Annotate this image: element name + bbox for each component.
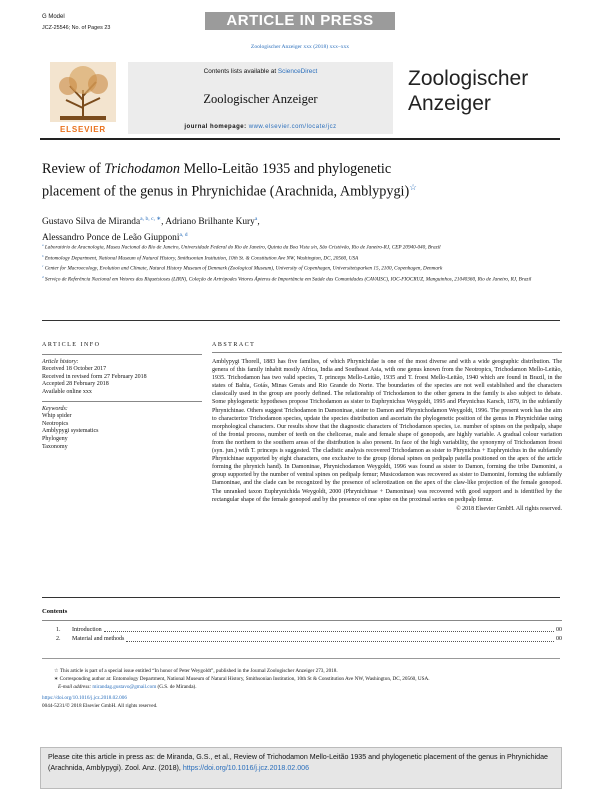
affiliation: $^d$ Serviço de Referência Nacional em Vetores das Riquetsioses (LIRN), Coleção de Artrópodes Vetores Ápteros de Importância em Saúde das Comunidades (CAVAISC), IOC-FIOCRUZ, Manguinhos, 21040360, Rio de Janeiro, RJ, Brazil bbox=[42, 275, 532, 283]
citation-text: Please cite this article in press as: de Miranda, G.S., et al., Review of Trichodamon Mello-Leitão 1935 and phylogenetic placement of the genus in Phrynichidae (Arachnida, Amblypygi). Zool. Anz. (2018), https://doi.org/10.1016/j.jcz.2018.02.006 bbox=[48, 753, 548, 772]
keyword: Neotropics bbox=[42, 420, 69, 427]
date-received: Received 18 October 2017 bbox=[42, 366, 107, 373]
sciencedirect-link[interactable]: ScienceDirect bbox=[277, 68, 318, 75]
date-online: Available online xxx bbox=[42, 388, 92, 395]
toc-item[interactable]: 2. Material and methods 00 bbox=[56, 636, 562, 643]
doi-link[interactable]: https://doi.org/10.1016/j.jcz.2018.02.006 bbox=[42, 695, 127, 701]
email-note: E-mail address: mirandag.gustavo@gmail.com (G.S. de Miranda). bbox=[58, 684, 197, 690]
journal-homepage-link[interactable]: www.elsevier.com/locate/jcz bbox=[248, 124, 337, 130]
copyright-notice: © 2018 Elsevier GmbH. All rights reserved. bbox=[456, 505, 562, 512]
special-issue-note: ☆ This article is part of a special issue entitled “In honor of Peter Weygoldt”, published in the Journal Zoologischer Anzeiger 273, 2018. bbox=[54, 668, 338, 674]
abstract-text: Amblypygi Thorell, 1883 has five families, of which Phrynichidae is one of the most diverse and with a wide geographic distribution. The genera of this family inhabit mostly Africa, India and Southeast Asia, with one genus known from the Neotropics, Trichodamon Mello-Leitão, 1935. Trichodamon has two valid species, T. princeps Mello-Leitão, 1935 and T. froesi Mello-Leitão, 1940 which are found in Brazil, in the states of Bahia, Goiás, Minas Gerais and Rio Grande do Norte. The boundaries of the species are not well established and the characters classically used in the group are poorly defined. The relationship of Trichodamon to the other genera in the family is also subject to debate. Some phylogenetic hypotheses propose Trichodamon as sister to Euphrynichus Weygoldt, 1995 and Phrynichus Karsch, 1879, in the subfamily Phrynichinae. Others suggest Trichodamon in Damoninae, sister to Damon and Phrynichodamon Weygoldt, 1996. The present work has the aim to characterize Trichodamon species, update the species distribution and ascertain the phylogenetic position of the genus in Phrynichidae using morphological characters. Our results show that the diagnostic characters of Trichodamon species, i.e. number of spines on the pedipalp, shape of the frontal process, number of teeth on the chelicerae, male and female shape of gonopods, are highly variable. A gradual colour variation from the northern to the southern areas of the distribution is also present. In face of the high variability, the synonymy of Trichodamon froesi (syn. jun.) with T. princeps is suggested. The cladistic analysis recovered Trichodamon as sister to Phrynichus + Euphrynichus in the subfamily Phrynichinae supported by eight characters, one exclusive to the group (dorsal spines on pedipalp patella positioned on the apex of the article forming the phrynich hand). In Damoninae, Phrynichodamon Weygoldt, 1996 was found as sister to Damon, forming the tribe Damonini, a group supported by the number of ventral spines on pedipalp femur; Musicodamon was recovered as sister to Damonini, forming the subfamily Damoninae, and the clade can be recognized by the presence of sclerotization on the apex of the claw-like projection of the female gonopod. The unranked taxon Euphrynichida Weygoldt, 2000 (Phrynichinae + Damoninae) was recovered with good support and is identified by the rectangular shape of the female gonopod and by the presence of one spine on the proximal series on pedipalp femur. bbox=[212, 359, 562, 503]
article-info-heading: ARTICLE INFO bbox=[42, 342, 101, 348]
divider bbox=[212, 352, 562, 353]
author-name[interactable]: Gustavo Silva de Miranda bbox=[42, 217, 141, 228]
contents-heading: Contents bbox=[42, 608, 68, 615]
contents-available: Contents lists available at ScienceDirect bbox=[203, 68, 318, 75]
divider bbox=[42, 401, 202, 402]
abstract-section bbox=[212, 342, 562, 512]
g-model-label: G Model bbox=[42, 14, 65, 20]
keyword: Taxonomy bbox=[42, 443, 68, 450]
author-name[interactable]: , Adriano Brilhante Kury bbox=[161, 217, 255, 228]
article-in-press-banner: ARTICLE IN PRESS bbox=[205, 12, 395, 30]
author-list: Gustavo Silva de Miranda$^{a, b, c, ∗}$, Adriano Brilhante Kury$^a$, Alessandro Ponce de Leão Giupponi$^{a, d}$ bbox=[42, 216, 260, 244]
keyword: Whip spider bbox=[42, 413, 72, 420]
journal-name: Zoologischer Anzeiger bbox=[203, 92, 318, 106]
affiliations bbox=[42, 242, 562, 285]
affiliation: $^c$ Center for Macroecology, Evolution and Climate, Natural History Museum of Denmark (Zoological Museum), University of Copenhagen, Universitetsparken 15, 2100, Copenhagen, Denmark bbox=[42, 264, 443, 273]
title-footnote-mark[interactable]: ☆ bbox=[409, 182, 417, 192]
divider bbox=[42, 597, 560, 598]
email-link[interactable]: mirandag.gustavo@gmail.com bbox=[92, 684, 157, 690]
article-title: Review of Trichodamon Mello-Leitão 1935 and phylogenetic placement of the genus in Phrynichidae (Arachnida, Amblypygi)☆ bbox=[42, 161, 417, 200]
keyword: Phylogeny bbox=[42, 435, 68, 442]
citation-doi-link[interactable]: https://doi.org/10.1016/j.jcz.2018.02.006 bbox=[182, 763, 310, 772]
date-accepted: Accepted 28 February 2018 bbox=[42, 381, 109, 388]
elsevier-wordmark: ELSEVIER bbox=[60, 125, 106, 134]
keyword: Amblypygi systematics bbox=[42, 428, 99, 435]
manuscript-id: JCZ-25546; No. of Pages 23 bbox=[42, 25, 111, 31]
table-of-contents bbox=[42, 608, 562, 644]
journal-citation-header[interactable]: Zoologischer Anzeiger xxx (2018) xxx–xxx bbox=[250, 44, 350, 50]
affiliation: $^a$ Laboratório de Aracnologia, Museu Nacional do Rio de Janeiro, Universidade Federal do Rio de Janeiro, Quinta da Boa Vista s/n, São Cristóvão, Rio de Janeiro-RJ, CEP 20940-040, Brazil bbox=[42, 243, 441, 251]
corresponding-author-note: ∗ Corresponding author at: Entomology Department, National Museum of Natural History, Smithsonian Institution, 10th St & Constitution Ave NW, Washington, DC, 20560, USA. bbox=[54, 676, 430, 682]
divider bbox=[42, 320, 560, 321]
toc-item[interactable]: 1. Introduction 00 bbox=[56, 626, 562, 633]
history-label: Article history: bbox=[42, 358, 79, 365]
footnotes bbox=[42, 668, 562, 711]
abstract-heading: ABSTRACT bbox=[212, 342, 256, 348]
article-info bbox=[42, 342, 202, 451]
journal-logo-title: Zoologischer Anzeiger bbox=[408, 67, 529, 115]
divider bbox=[42, 620, 562, 621]
divider bbox=[42, 354, 202, 355]
author-name[interactable]: Alessandro Ponce de Leão Giupponi bbox=[42, 233, 180, 244]
keywords-label: Keywords: bbox=[42, 405, 68, 412]
date-revised: Received in revised form 27 February 2018 bbox=[42, 373, 147, 380]
divider bbox=[42, 658, 560, 659]
affiliation: $^b$ Entomology Department, National Museum of Natural History, Smithsonian Institution, 10th St. & Constitution Ave NW, Washington, DC, 20560, USA bbox=[42, 253, 359, 262]
issn-line: 0044-5231/© 2018 Elsevier GmbH. All rights reserved. bbox=[42, 703, 158, 709]
elsevier-tree-logo-icon bbox=[44, 60, 122, 130]
journal-homepage: journal homepage: www.elsevier.com/locate/jcz bbox=[184, 124, 337, 130]
